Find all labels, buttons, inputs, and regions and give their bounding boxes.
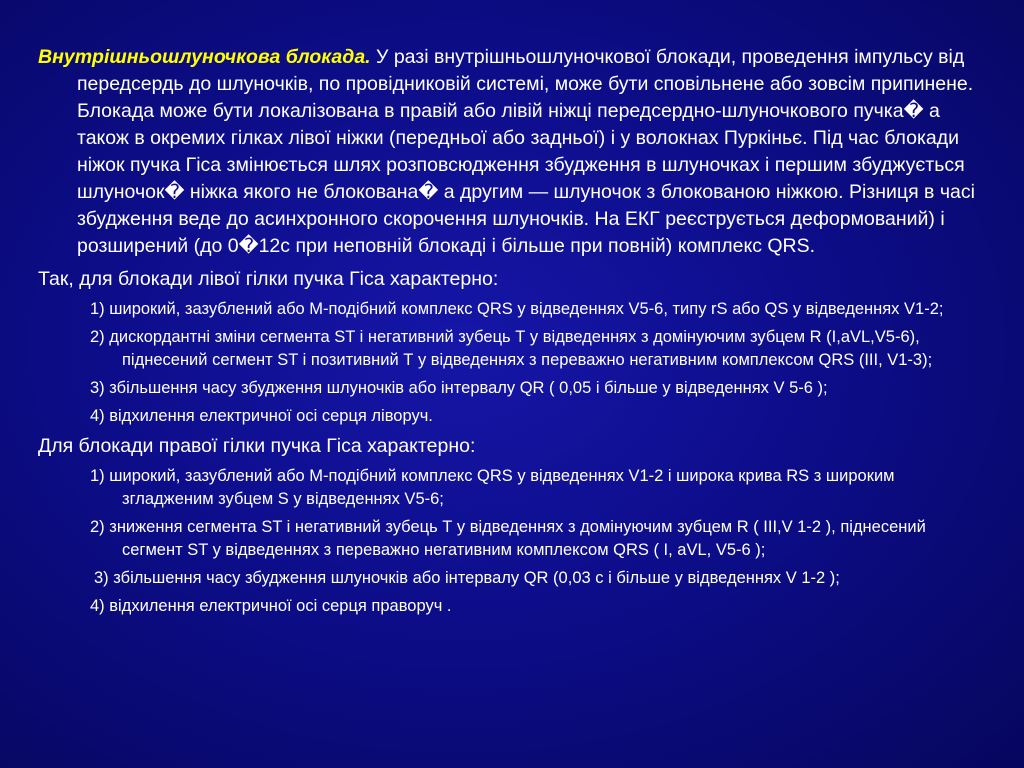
right-branch-item-4: 4) відхилення електричної осі серця праворуч . (90, 597, 452, 615)
right-branch-heading: Для блокади правої гілки пучка Гіса характерно: (38, 435, 476, 457)
right-branch-item-2: 2) зниження сегмента ST і негативний зубець Т у відведеннях з домінуючим зубцем R ( III,V 1-2 ), піднесений сегмент ST у відведеннях з переважно негативним комплексом QRS ( I, aVL, V5-6 ); (90, 518, 926, 559)
left-branch-item-1: 1) широкий, зазублений або М-подібний комплекс QRS у відведеннях V5-6, типу rS або QS у відведеннях V1-2; (90, 300, 944, 318)
left-branch-item-2: 2) дискордантні зміни сегмента ST і негативний зубець Т у відведеннях з домінуючим зубцем R (I,aVL,V5-6), піднесений сегмент ST і позитивний Т у відведеннях з переважно негативним комплексом QRS (III, V1-3); (90, 328, 933, 369)
intro-paragraph (38, 44, 988, 260)
right-branch-item-1: 1) широкий, зазублений або М-подібний комплекс QRS у відведеннях V1-2 і широка крива RS з широким згладженим зубцем S у відведеннях V5-6; (90, 467, 895, 508)
left-branch-heading: Так, для блокади лівої гілки пучка Гіса характерно: (38, 268, 499, 290)
left-branch-item-4: 4) відхилення електричної осі серця ліворуч. (90, 407, 433, 425)
right-branch-item-3: 3) збільшення часу збудження шлуночків або інтервалу QR (0,03 с і більше у відведеннях V 1-2 ); (94, 569, 840, 587)
intro-text: У разі внутрішньошлуночкової блокади, проведення імпульсу від передсердь до шлуночків, по провідниковій системі, може бути сповільнене або зовсім припинене. Блокада може бути локалізована в правій або лівій ніжці передсердно-шлуночкового пучка� а також в окремих гілках лівої ніжки (передньої або задньої) і у волокнах Пуркіньє. Під час блокади ніжок пучка Гіса змінюється шлях розповсюдження збудження в шлуночках і першим збуджується шлуночок� ніжка якого не блокована� а другим — шлуночок з блокованою ніжкою. Різниця в часі збудження веде до асинхронного скорочення шлуночків. На ЕКГ реєструється деформований) і розширений (до 0�12с при неповній блокаді і більше при повній) комплекс QRS. (77, 46, 975, 257)
intro-title: Внутрішньошлуночкова блокада. (38, 46, 371, 68)
left-branch-item-3: 3) збільшення часу збудження шлуночків або інтервалу QR ( 0,05 і більше у відведеннях V 5-6 ); (90, 379, 828, 397)
